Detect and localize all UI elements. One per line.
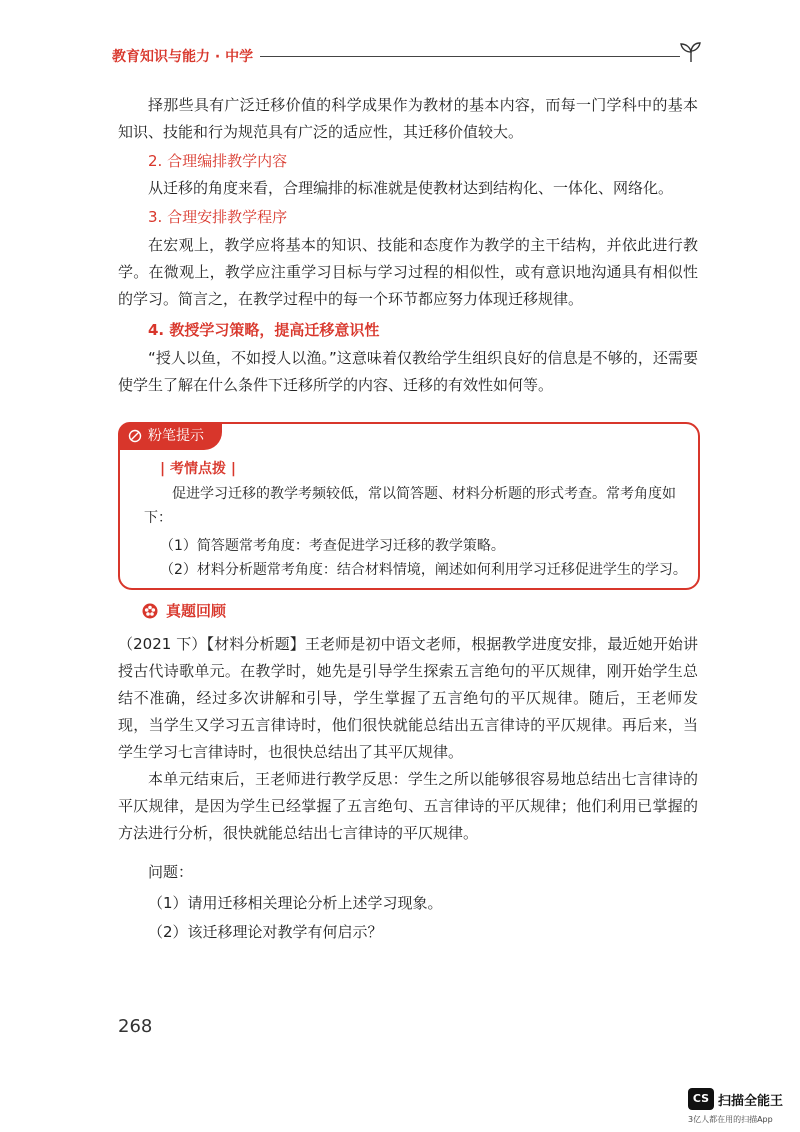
section-4-heading: 4. 教授学习策略，提高迁移意识性 bbox=[148, 321, 380, 339]
scanner-watermark bbox=[688, 1088, 798, 1128]
tip-text: 促进学习迁移的教学考频较低，常以简答题、材料分析题的形式考查。常考角度如下： bbox=[144, 486, 676, 526]
section-2-heading: 2. 合理编排教学内容 bbox=[148, 152, 288, 170]
section-3-text: 在宏观上，教学应将基本的知识、技能和态度作为教学的主干结构，并依此进行教学。在微观上，教学应注重学习目标与学习过程的相似性，或有意识地沟通具有相似性的学习。简言之，在教学过程中的每一个环节都应努力体现迁移规律。 bbox=[118, 236, 698, 308]
tip-subtitle: | 考情点拨 | bbox=[160, 461, 236, 477]
chalk-tip-icon bbox=[128, 429, 142, 443]
section-2-text: 从迁移的角度来看，合理编排的标准就是使教材达到结构化、一体化、网络化。 bbox=[148, 179, 674, 197]
question-2: （2）该迁移理论对教学有何启示？ bbox=[148, 923, 383, 941]
section-3-heading: 3. 合理安排教学程序 bbox=[148, 208, 288, 226]
section-4-text: “授人以鱼，不如授人以渔。”这意味着仅教给学生组织良好的信息是不够的，还需要使学生了解在什么条件下迁移所学的内容、迁移的有效性如何等。 bbox=[118, 349, 698, 394]
running-header bbox=[112, 44, 697, 68]
flower-icon bbox=[142, 603, 158, 619]
header-rule bbox=[260, 56, 680, 57]
review-title: 真题回顾 bbox=[166, 602, 227, 620]
tip-box bbox=[118, 422, 700, 590]
tip-label-text: 粉笔提示 bbox=[148, 428, 204, 444]
watermark-subtitle: 3亿人都在用的扫描App bbox=[688, 1115, 773, 1124]
header-title: 教育知识与能力 · 中学 bbox=[112, 49, 254, 65]
review-paragraph-2: 本单元结束后，王老师进行教学反思：学生之所以能够很容易地总结出七言律诗的平仄规律，是因为学生已经掌握了五言绝句、五言律诗的平仄规律；他们利用已掌握的方法进行分析，很快就能总结出七言律诗的平仄规律。 bbox=[118, 770, 698, 842]
tip-label bbox=[118, 422, 222, 450]
scanner-logo-icon: CS bbox=[688, 1088, 714, 1110]
intro-paragraph: 择那些具有广泛迁移价值的科学成果作为教材的基本内容，而每一门学科中的基本知识、技能和行为规范具有广泛的适应性，其迁移价值较大。 bbox=[118, 96, 698, 141]
question-1: （1）请用迁移相关理论分析上述学习现象。 bbox=[148, 894, 443, 912]
tip-item-1: （1）简答题常考角度：考查促进学习迁移的教学策略。 bbox=[160, 538, 505, 554]
tip-item-2: （2）材料分析题常考角度：结合材料情境，阐述如何利用学习迁移促进学生的学习。 bbox=[160, 562, 687, 578]
page-number: 268 bbox=[118, 1016, 153, 1037]
watermark-title: 扫描全能王 bbox=[718, 1094, 784, 1109]
review-heading bbox=[142, 600, 226, 621]
review-paragraph-1: （2021 下）【材料分析题】王老师是初中语文老师，根据教学进度安排，最近她开始讲授古代诗歌单元。在教学时，她先是引导学生探索五言绝句的平仄规律，刚开始学生总结不准确，经过多次讲解和引导，学生掌握了五言绝句的平仄规律。随后，王老师发现，当学生又学习五言律诗时，他们很快就能总结出五言律诗的平仄规律。再后来，当学生学习七言律诗时，也很快总结出了其平仄规律。 bbox=[118, 635, 698, 761]
sprout-icon bbox=[678, 40, 704, 64]
question-label: 问题： bbox=[148, 863, 194, 881]
